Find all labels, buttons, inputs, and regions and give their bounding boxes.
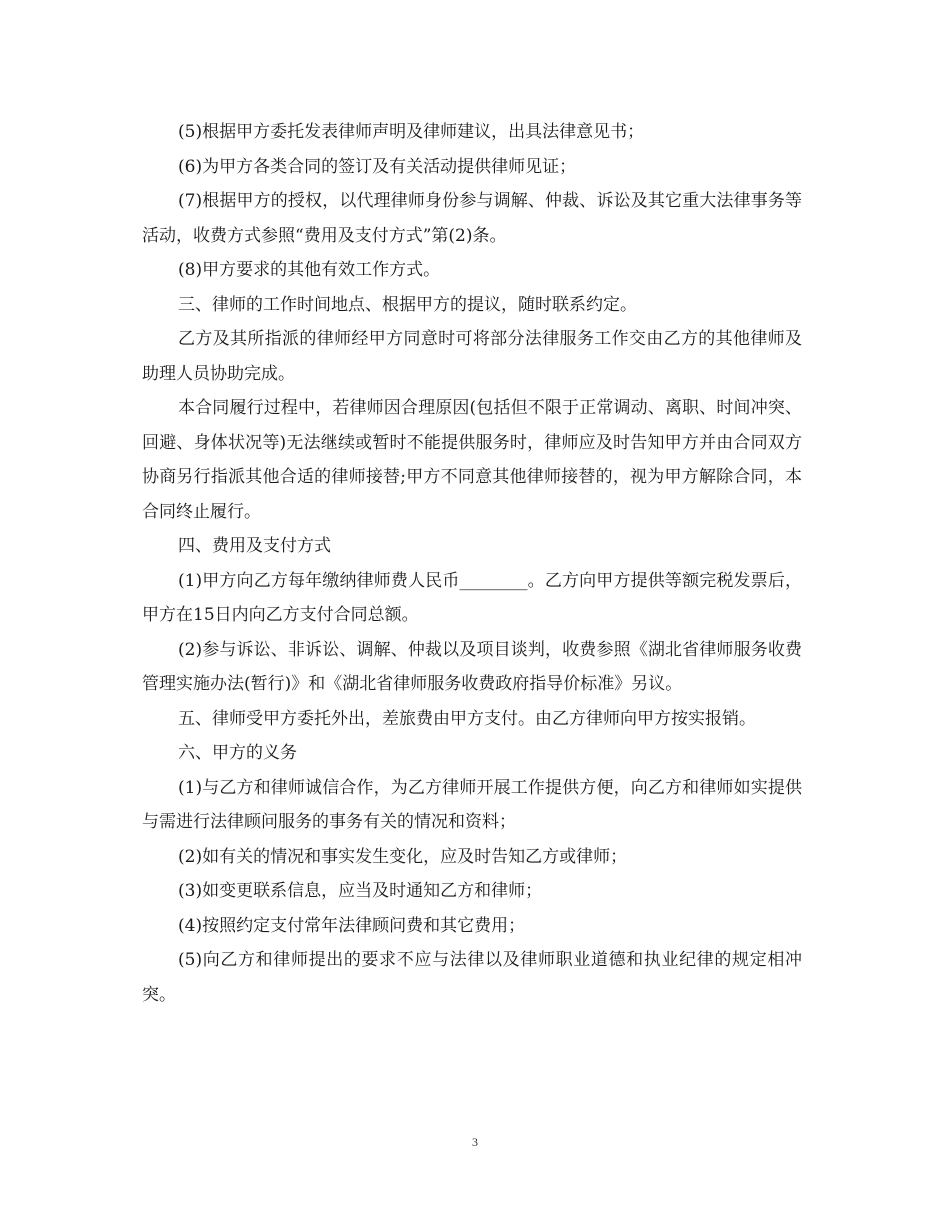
section-4-heading: 四、费用及支付方式 — [178, 536, 331, 556]
obligation-clause-5: (5)向乙方和律师提出的要求不应与法律以及律师职业道德和执业纪律的规定相冲突。 — [142, 950, 802, 1005]
clause-6-witness: (6)为甲方各类合同的签订及有关活动提供律师见证； — [178, 156, 577, 177]
page-number: 3 — [472, 1135, 478, 1149]
paragraph-assistant-lawyers: 乙方及其所指派的律师经甲方同意时可将部分法律服务工作交由乙方的其他律师及助理人员协助完成。 — [142, 329, 802, 384]
obligation-clause-1: (1)与乙方和律师诚信合作，为乙方律师开展工作提供方便，向乙方和律师如实提供与需进行法律顾问服务的事务有关的情况和资料； — [142, 777, 802, 832]
clause-8-other-methods: (8)甲方要求的其他有效工作方式。 — [178, 260, 441, 280]
obligation-clause-4: (4)按照约定支付常年法律顾问费和其它费用； — [178, 915, 526, 936]
obligation-clause-2: (2)如有关的情况和事实发生变化，应及时告知乙方或律师； — [178, 846, 628, 867]
paragraph-lawyer-replacement: 本合同履行过程中，若律师因合理原因(包括但不限于正常调动、离职、时间冲突、回避、身体状况等)无法继续或暂时不能提供服务时，律师应及时告知甲方并由合同双方协商另行指派其他合适的律师接替;甲方不同意其他律师接替的，视为甲方解除合同，本合同终止履行。 — [142, 398, 802, 522]
obligation-clause-3: (3)如变更联系信息，应当及时通知乙方和律师； — [178, 881, 543, 901]
section-6-heading: 六、甲方的义务 — [178, 743, 297, 763]
clause-5-legal-opinion: (5)根据甲方委托发表律师声明及律师建议，出具法律意见书； — [178, 122, 645, 142]
section-5-travel-expenses: 五、律师受甲方委托外出，差旅费由甲方支付。由乙方律师向甲方按实报销。 — [178, 708, 756, 729]
fee-clause-1: (1)甲方向乙方每年缴纳律师费人民币________。乙方向甲方提供等额完税发票后，甲方在15日内向乙方支付合同总额。 — [142, 570, 802, 625]
fee-clause-2: (2)参与诉讼、非诉讼、调解、仲裁以及项目谈判，收费参照《湖北省律师服务收费管理实施办法(暂行)》和《湖北省律师服务收费政府指导价标准》另议。 — [142, 639, 802, 694]
section-3-heading: 三、律师的工作时间地点、根据甲方的提议，随时联系约定。 — [178, 294, 637, 315]
document-body — [142, 115, 802, 1012]
clause-7-agent-litigation: (7)根据甲方的授权，以代理律师身份参与调解、仲裁、诉讼及其它重大法律事务等活动，收费方式参照“费用及支付方式”第(2)条。 — [142, 191, 802, 246]
